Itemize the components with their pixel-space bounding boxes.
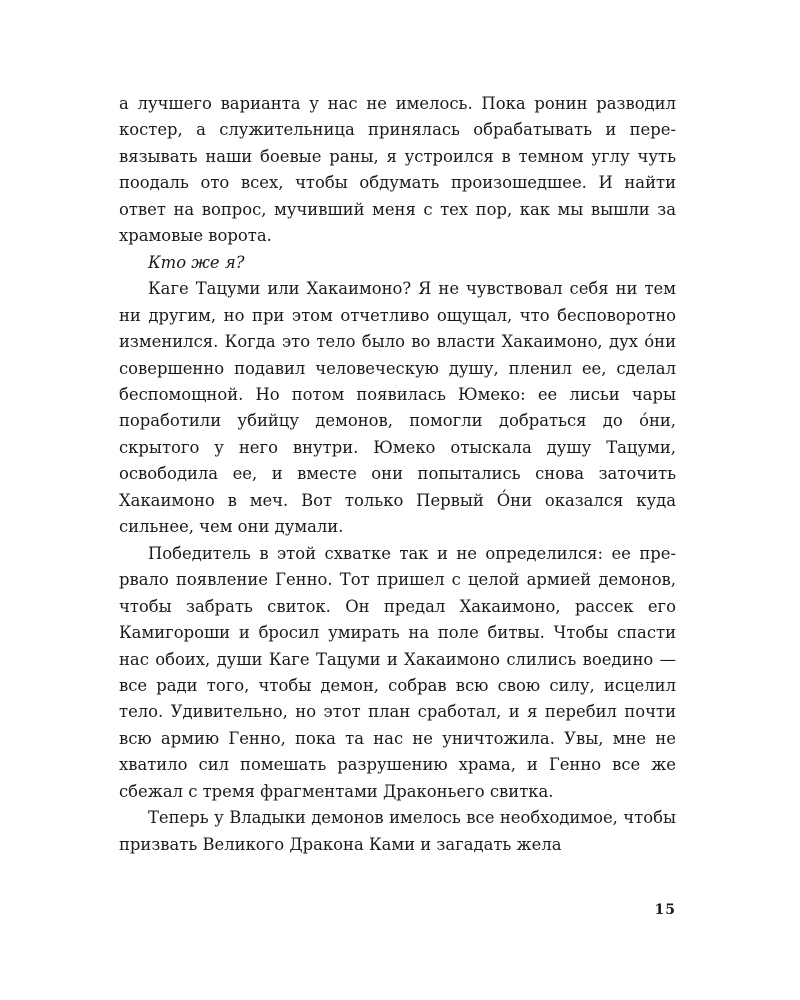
page-number: 15 [654,902,676,918]
paragraph-3: Каге Тацуми или Хакаимоно? Я не чувствовал себя ни тем ни другим, но при этом отчетливо ощущал, что бесповоротно изменился. Когда это тело было во власти Хакаимоно, дух о́ни совершенно подавил человеческую душу, пленил ее, сделал беспомощной. Но потом появилась Юмеко: ее лисьи чары поработили убийцу демонов, помогли добраться до о́ни, скрытого у него внутри. Юмеко отыскала душу Тацуми, освободила ее, и вместе они попытались снова заточить Хакаимоно в меч. Вот только Первый О́ни оказался куда сильнее, чем они думали. [119,279,676,537]
body-text [119,91,676,858]
paragraph-1: а лучшего варианта у нас не имелось. Пока ронин разводил костер, а служительница принялась обрабатывать и перевязывать наши боевые раны, я устроился в темном углу чуть поодаль ото всех, чтобы обдумать произошедшее. И найти ответ на вопрос, мучивший меня с тех пор, как мы вышли за храмовые ворота. [119,94,676,246]
paragraph-2-italic-question: Кто же я? [148,252,245,272]
paragraph-5: Теперь у Владыки демонов имелось все необходимое, чтобы призвать Великого Дракона Ками и загадать жела [119,808,676,854]
paragraph-4: Победитель в этой схватке так и не определился: ее прервало появление Генно. Тот пришел с целой армией демонов, чтобы забрать свиток. Он предал Хакаимоно, рассек его Камигороши и бросил умирать на поле битвы. Чтобы спасти нас обоих, души Каге Тацуми и Хакаимоно слились воедино — все ради того, чтобы демон, собрав всю свою силу, исцелил тело. Удивительно, но этот план сработал, и я перебил почти всю армию Генно, пока та нас не уничтожила. Увы, мне не хватило сил помешать разрушению храма, и Генно все же сбежал с тремя фрагментами Драконьего свитка. [119,543,676,801]
